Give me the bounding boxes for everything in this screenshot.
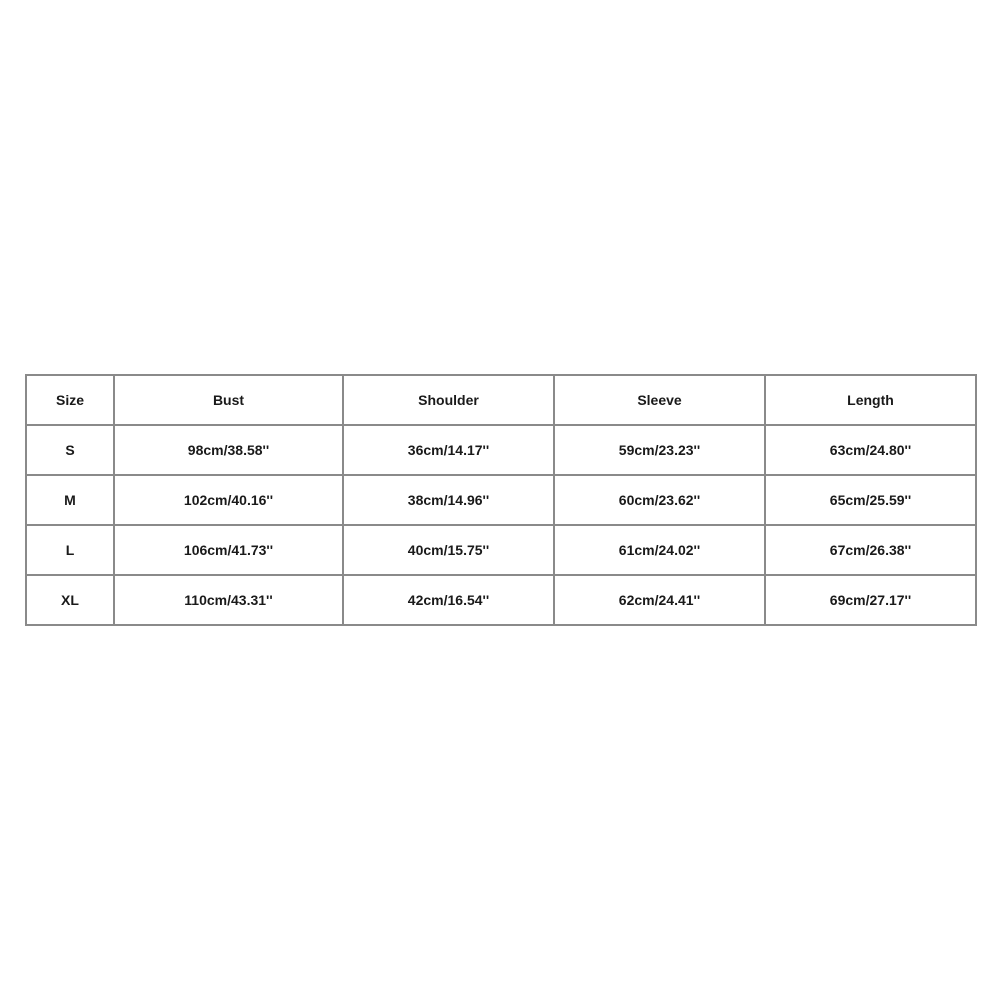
size-chart-table [25, 374, 977, 626]
header-length: Length [765, 375, 976, 425]
sleeve-cell: 62cm/24.41'' [554, 575, 765, 625]
length-cell: 63cm/24.80'' [765, 425, 976, 475]
table-row [26, 425, 976, 475]
bust-cell: 102cm/40.16'' [114, 475, 343, 525]
header-bust: Bust [114, 375, 343, 425]
length-cell: 67cm/26.38'' [765, 525, 976, 575]
table-row [26, 475, 976, 525]
header-shoulder: Shoulder [343, 375, 554, 425]
shoulder-cell: 36cm/14.17'' [343, 425, 554, 475]
sleeve-cell: 60cm/23.62'' [554, 475, 765, 525]
shoulder-cell: 38cm/14.96'' [343, 475, 554, 525]
bust-cell: 98cm/38.58'' [114, 425, 343, 475]
bust-cell: 106cm/41.73'' [114, 525, 343, 575]
size-cell: M [26, 475, 114, 525]
table-row [26, 575, 976, 625]
header-sleeve: Sleeve [554, 375, 765, 425]
table-row [26, 525, 976, 575]
header-row [26, 375, 976, 425]
length-cell: 65cm/25.59'' [765, 475, 976, 525]
length-cell: 69cm/27.17'' [765, 575, 976, 625]
size-cell: S [26, 425, 114, 475]
size-cell: XL [26, 575, 114, 625]
shoulder-cell: 42cm/16.54'' [343, 575, 554, 625]
size-cell: L [26, 525, 114, 575]
bust-cell: 110cm/43.31'' [114, 575, 343, 625]
header-size: Size [26, 375, 114, 425]
sleeve-cell: 61cm/24.02'' [554, 525, 765, 575]
sleeve-cell: 59cm/23.23'' [554, 425, 765, 475]
shoulder-cell: 40cm/15.75'' [343, 525, 554, 575]
